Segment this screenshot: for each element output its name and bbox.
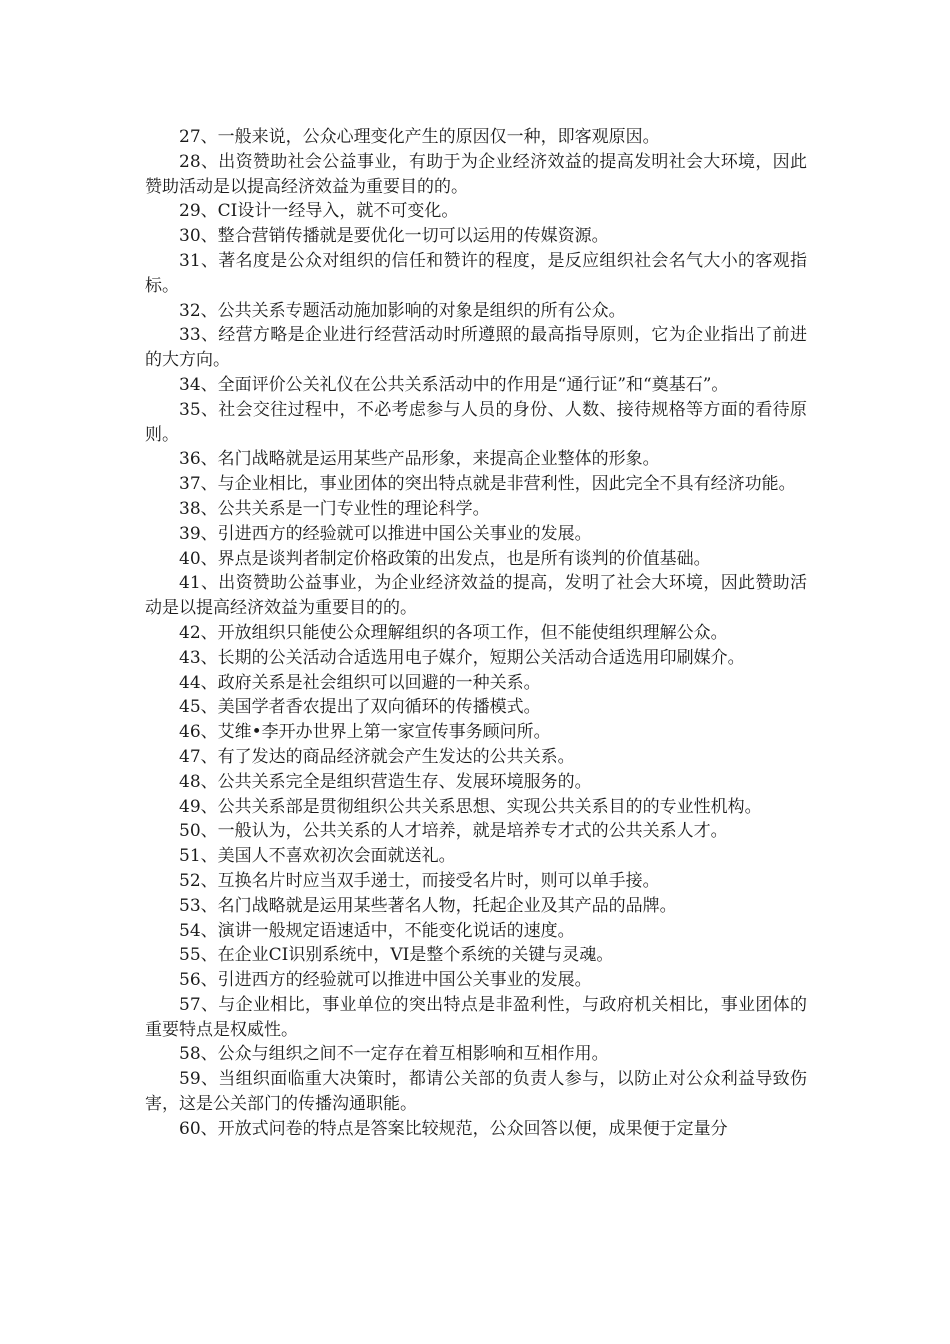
list-item: 40、界点是谈判者制定价格政策的出发点，也是所有谈判的价值基础。 (179, 548, 711, 569)
list-item: 44、政府关系是社会组织可以回避的一种关系。 (179, 672, 541, 693)
document-body (145, 125, 807, 1142)
list-item: 57、与企业相比，事业单位的突出特点是非盈利性，与政府机关相比，事业团体的重要特点是权威性。 (145, 994, 807, 1040)
list-item: 29、CI设计一经导入，就不可变化。 (179, 201, 459, 222)
list-item: 55、在企业CI识别系统中，VI是整个系统的关键与灵魂。 (179, 945, 614, 966)
list-item: 37、与企业相比，事业团体的突出特点就是非营利性，因此完全不具有经济功能。 (179, 474, 796, 495)
list-item: 59、当组织面临重大决策时，都请公关部的负责人参与，以防止对公众利益导致伤害，这是公关部门的传播沟通职能。 (145, 1069, 807, 1115)
list-item: 42、开放组织只能使公众理解组织的各项工作，但不能使组织理解公众。 (179, 622, 728, 643)
list-item: 56、引进西方的经验就可以推进中国公关事业的发展。 (179, 970, 592, 991)
list-item: 43、长期的公关活动合适选用电子媒介，短期公关活动合适选用印刷媒介。 (179, 647, 745, 668)
list-item: 27、一般来说，公众心理变化产生的原因仅一种，即客观原因。 (179, 127, 660, 147)
list-item: 45、美国学者香农提出了双向循环的传播模式。 (179, 697, 541, 718)
list-item: 38、公共关系是一门专业性的理论科学。 (179, 498, 490, 519)
list-item: 30、整合营销传播就是要优化一切可以运用的传媒资源。 (179, 226, 609, 247)
list-item: 33、经营方略是企业进行经营活动时所遵照的最高指导原则，它为企业指出了前进的大方向。 (145, 325, 807, 371)
list-item: 35、社会交往过程中，不必考虑参与人员的身份、人数、接待规格等方面的看待原则。 (145, 399, 807, 445)
list-item: 32、公共关系专题活动施加影响的对象是组织的所有公众。 (179, 300, 626, 321)
list-item: 47、有了发达的商品经济就会产生发达的公共关系。 (179, 746, 575, 767)
list-item: 52、互换名片时应当双手递士，而接受名片时，则可以单手接。 (179, 870, 660, 891)
list-item: 34、全面评价公关礼仪在公共关系活动中的作用是“通行证”和“奠基石”。 (179, 374, 729, 395)
list-item: 46、艾维•李开办世界上第一家宣传事务顾问所。 (179, 722, 551, 743)
list-item: 50、一般认为，公共关系的人才培养，就是培养专才式的公共关系人才。 (179, 821, 728, 842)
list-item: 41、出资赞助公益事业，为企业经济效益的提高，发明了社会大环境，因此赞助活动是以提高经济效益为重要目的的。 (145, 573, 807, 619)
list-item: 31、著名度是公众对组织的信任和赞许的程度，是反应组织社会名气大小的客观指标。 (145, 250, 807, 296)
list-item: 51、美国人不喜欢初次会面就送礼。 (179, 846, 456, 867)
list-item: 48、公共关系完全是组织营造生存、发展环境服务的。 (179, 771, 592, 792)
list-item: 54、演讲一般规定语速适中，不能变化说话的速度。 (179, 920, 575, 941)
list-item: 28、出资赞助社会公益事业，有助于为企业经济效益的提高发明社会大环境，因此赞助活动是以提高经济效益为重要目的的。 (145, 151, 807, 197)
list-item: 49、公共关系部是贯彻组织公共关系思想、实现公共关系目的的专业性机构。 (179, 796, 762, 817)
list-item: 60、开放式问卷的特点是答案比较规范，公众回答以便，成果便于定量分 (179, 1118, 728, 1139)
list-item: 39、引进西方的经验就可以推进中国公关事业的发展。 (179, 523, 592, 544)
list-item: 53、名门战略就是运用某些著名人物，托起企业及其产品的品牌。 (179, 895, 677, 916)
list-item: 36、名门战略就是运用某些产品形象，来提高企业整体的形象。 (179, 449, 660, 470)
list-item: 58、公众与组织之间不一定存在着互相影响和互相作用。 (179, 1044, 609, 1065)
